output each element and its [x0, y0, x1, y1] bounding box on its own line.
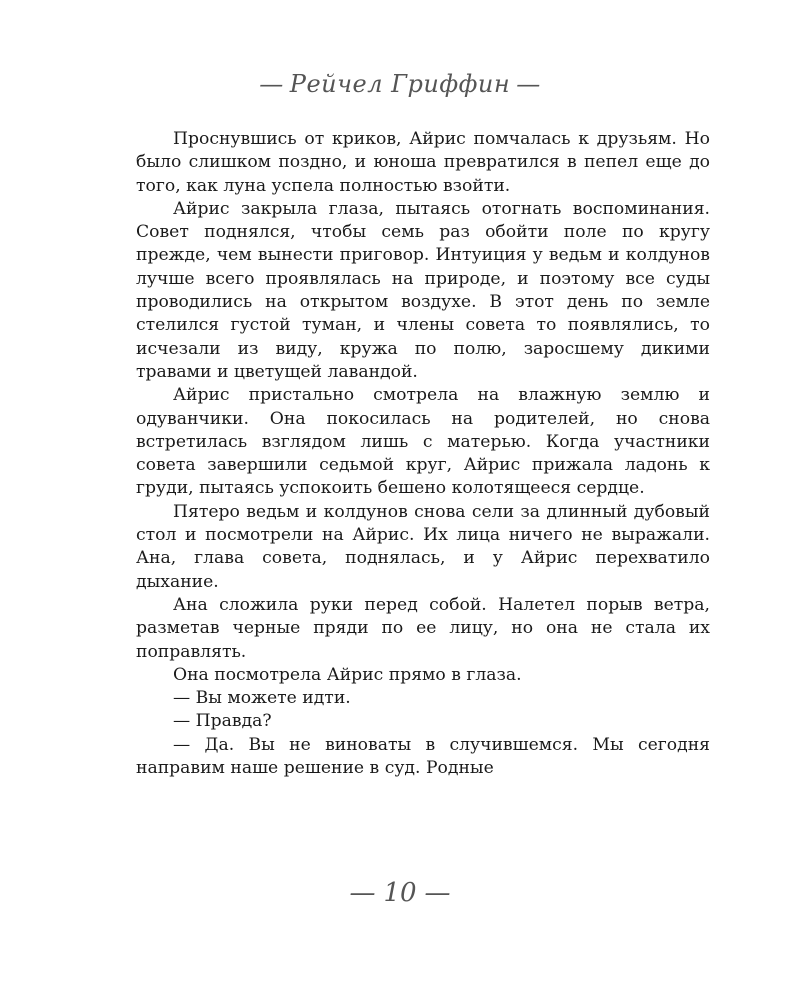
paragraph: Проснувшись от криков, Айрис помчалась к друзьям. Но было слишком поздно, и юноша превратился в пепел еще до того, как луна успела полностью взойти. [136, 129, 710, 196]
footer-dash-right: — [424, 878, 451, 908]
body-text [136, 128, 710, 780]
page-number: 10 [383, 878, 417, 908]
paragraph: Айрис пристально смотрела на влажную землю и одуванчики. Она покосилась на родителей, но снова встретилась взглядом лишь с матерью. Когда участники совета завершили седьмой круг, Айрис прижала ладонь к груди, пытаясь успокоить бешено колотящееся сердце. [136, 385, 710, 499]
dialogue-line: — Правда? [173, 711, 272, 732]
paragraph: Пятеро ведьм и колдунов снова сели за длинный дубовый стол и посмотрели на Айрис. Их лица ничего не выражали. Ана, глава совета, поднялась, и у Айрис перехватило дыхание. [136, 501, 710, 592]
dialogue-line: — Да. Вы не виноваты в случившемся. Мы сегодня направим наше решение в суд. Родные [136, 734, 710, 779]
author-name: Рейчел Гриффин [289, 70, 511, 98]
paragraph: Ана сложила руки перед собой. Налетел порыв ветра, разметав черные пряди по ее лицу, но она не стала их поправлять. [136, 594, 710, 662]
header-dash-right: — [516, 70, 541, 98]
running-header [0, 70, 800, 98]
paragraph: Айрис закрыла глаза, пытаясь отогнать воспоминания. Совет поднялся, чтобы семь раз обойти поле по кругу прежде, чем вынести приговор. Интуиция у ведьм и колдунов лучше всего проявлялась на природе, и поэтому все суды проводились на открытом воздухе. В этот день по земле стелился густой туман, и члены совета то появлялись, то исчезали из виду, кружа по полю, заросшему дикими травами и цветущей лавандой. [136, 198, 710, 382]
paragraph: Она посмотрела Айрис прямо в глаза. [173, 664, 522, 685]
page-number-footer [0, 878, 800, 908]
footer-dash-left: — [349, 878, 376, 908]
dialogue-line: — Вы можете идти. [173, 688, 351, 709]
header-dash-left: — [259, 70, 284, 98]
